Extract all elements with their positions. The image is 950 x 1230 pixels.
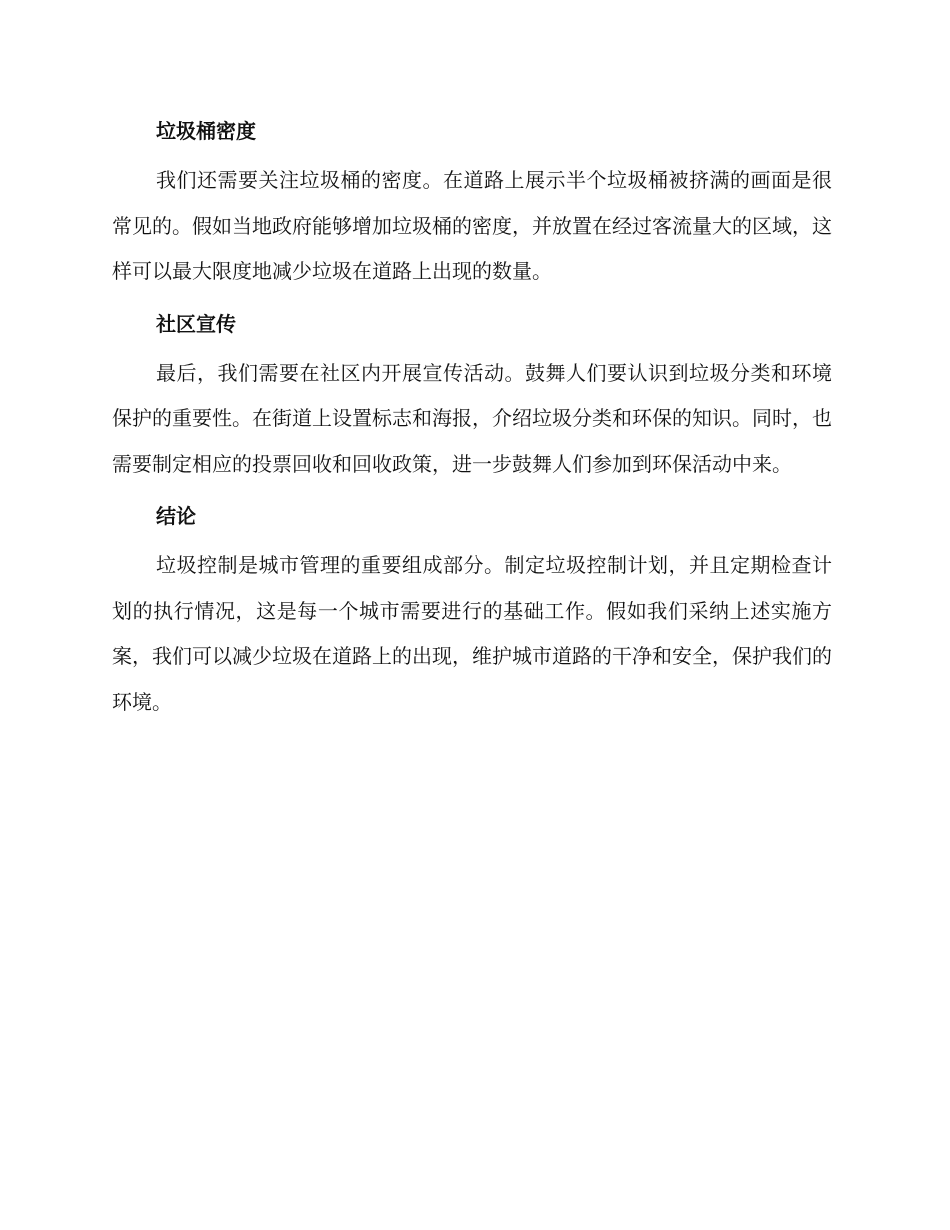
section-heading-bin-density: 垃圾桶密度 [156,119,256,143]
section-heading-community-promotion: 社区宣传 [156,311,236,336]
section-body-bin-density: 我们还需要关注垃圾桶的密度。在道路上展示半个垃圾桶被挤满的画面是很常见的。假如当地政府能够增加垃圾桶的密度，并放置在经过客流量大的区域，这样可以最大限度地减少垃圾在道路上出现的数量。 [112,168,832,283]
section-body-community-promotion: 最后，我们需要在社区内开展宣传活动。鼓舞人们要认识到垃圾分类和环境保护的重要性。在街道上设置标志和海报，介绍垃圾分类和环保的知识。同时，也需要制定相应的投票回收和回收政策，进一步鼓舞人们参加到环保活动中来。 [112,360,832,476]
section-heading-conclusion: 结论 [156,504,196,528]
document-content [112,108,832,731]
section-body-conclusion: 垃圾控制是城市管理的重要组成部分。制定垃圾控制计划，并且定期检查计划的执行情况，这是每一个城市需要进行的基础工作。假如我们采纳上述实施方案，我们可以减少垃圾在道路上的出现，维护城市道路的干净和安全，保护我们的环境。 [112,553,832,714]
